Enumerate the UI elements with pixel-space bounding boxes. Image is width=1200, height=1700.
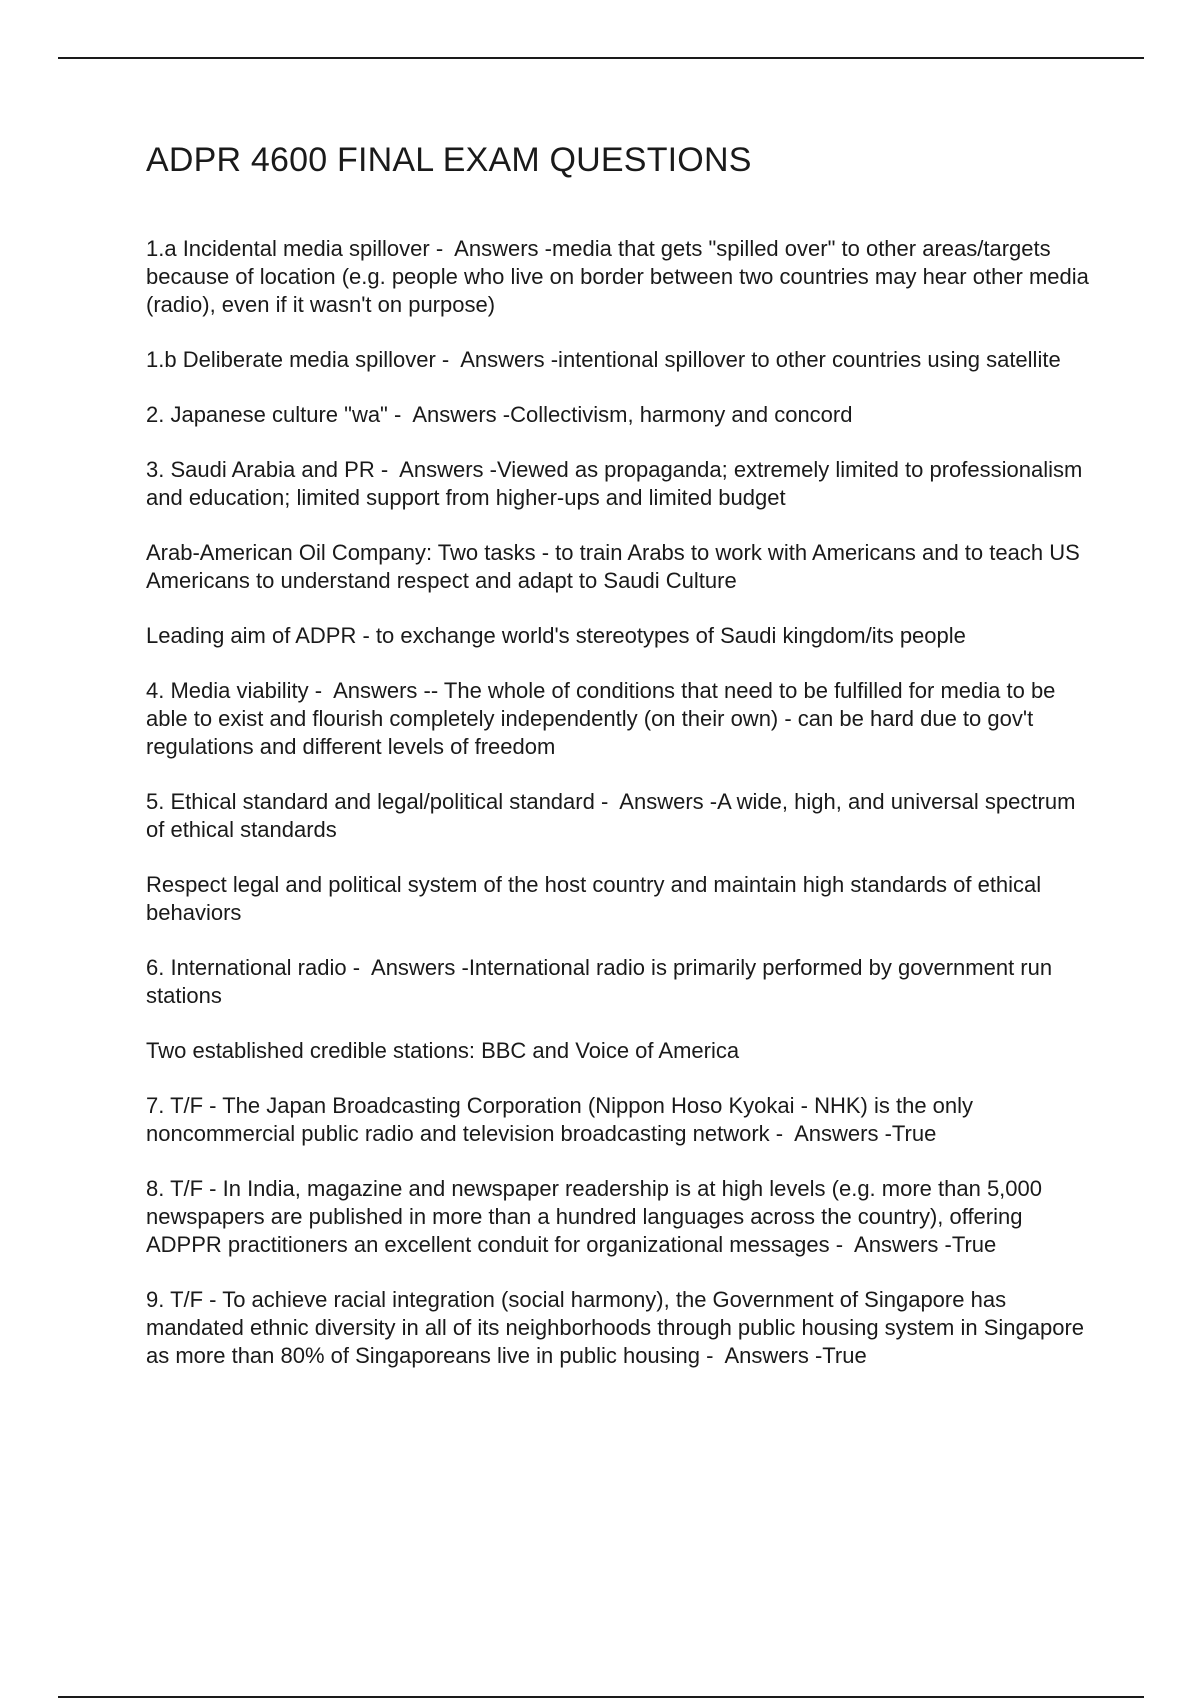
qa-note-adpr-aim: Leading aim of ADPR - to exchange world's stereotypes of Saudi kingdom/its people bbox=[146, 622, 966, 648]
top-divider bbox=[58, 57, 1144, 59]
qa-note-stations: Two established credible stations: BBC and Voice of America bbox=[146, 1037, 740, 1063]
document-body bbox=[146, 140, 1096, 1397]
qa-item-2: 2. Japanese culture "wa" - Answers -Collectivism, harmony and concord bbox=[146, 401, 853, 427]
qa-item-6: 6. International radio - Answers -International radio is primarily performed by government run stations bbox=[146, 954, 1059, 1008]
qa-item-1a: 1.a Incidental media spillover - Answers -media that gets "spilled over" to other areas/targets because of location (e.g. people who live on border between two countries may hear other media (radio), even if it wasn't on purpose) bbox=[146, 235, 1096, 317]
qa-item-9: 9. T/F - To achieve racial integration (social harmony), the Government of Singapore has mandated ethnic diversity in all of its neighborhoods through public housing system in Singapore as more than 80% of Singaporeans live in public housing - Answers -True bbox=[146, 1286, 1091, 1368]
bottom-divider bbox=[58, 1696, 1144, 1698]
qa-item-5: 5. Ethical standard and legal/political standard - Answers -A wide, high, and universal spectrum of ethical standards bbox=[146, 788, 1082, 842]
qa-note-aramco: Arab-American Oil Company: Two tasks - to train Arabs to work with Americans and to teach US Americans to understand respect and adapt to Saudi Culture bbox=[146, 539, 1085, 593]
qa-item-7: 7. T/F - The Japan Broadcasting Corporation (Nippon Hoso Kyokai - NHK) is the only noncommercial public radio and television broadcasting network - Answers -True bbox=[146, 1092, 980, 1146]
qa-item-4: 4. Media viability - Answers -- The whole of conditions that need to be fulfilled for media to be able to exist and flourish completely independently (on their own) - can be hard due to gov't regulations and different levels of freedom bbox=[146, 677, 1062, 759]
qa-item-3: 3. Saudi Arabia and PR - Answers -Viewed as propaganda; extremely limited to professionalism and education; limited support from higher-ups and limited budget bbox=[146, 456, 1089, 510]
qa-item-1b: 1.b Deliberate media spillover - Answers -intentional spillover to other countries using satellite bbox=[146, 346, 1061, 372]
qa-note-respect-legal: Respect legal and political system of the host country and maintain high standards of ethical behaviors bbox=[146, 871, 1048, 925]
document-title: ADPR 4600 FINAL EXAM QUESTIONS bbox=[146, 141, 752, 179]
qa-item-8: 8. T/F - In India, magazine and newspaper readership is at high levels (e.g. more than 5,000 newspapers are published in more than a hundred languages across the country), offering ADPPR practitioners an excellent conduit for organizational messages - Answers -True bbox=[146, 1175, 1049, 1257]
